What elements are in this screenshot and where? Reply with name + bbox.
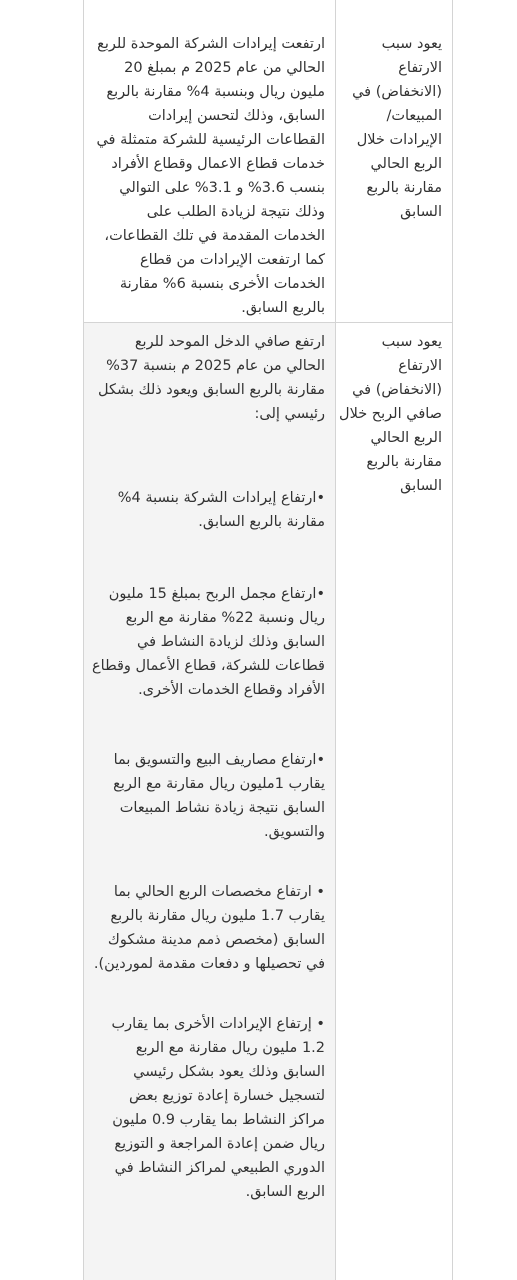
bullet-other-income: • إرتفاع الإيرادات الأخرى بما يقارب 1.2 مليون ريال مقارنة مع الربع السابق وذلك يعود بشكل رئيسي لتسجيل خسارة إعادة توزيع بعض مراكز النشاط بما يقارب 0.9 مليون ريال ضمن إعادة المراجعة و التوزيع الدوري الطبيعي لمراكز النشاط في الربع السابق. (111, 1016, 325, 1200)
revenue-change-label: يعود سبب الارتفاع (الانخفاض) في المبيعات/ الإيرادات خلال الربع الحالي مقارنة بالربع السابق (352, 36, 442, 220)
revenue-change-explanation (84, 32, 335, 320)
row-divider (83, 322, 453, 323)
net-profit-change-label: يعود سبب الارتفاع (الانخفاض) في صافي الربح خلال الربع الحالي مقارنة بالربع السابق (339, 334, 442, 494)
bullet-gross-profit: •ارتفاع مجمل الربح بمبلغ 15 مليون ريال ونسبة 22% مقارنة مع الربع السابق وذلك لزيادة النشاط في قطاعات للشركة، قطاع الأعمال وقطاع الأفراد وقطاع الخدمات الأخرى. (92, 586, 325, 698)
net-profit-intro: ارتفع صافي الدخل الموحد للربع الحالي من عام 2025 م بنسبة 37% مقارنة بالربع السابق ويعود ذلك بشكل رئيسي إلى: (98, 334, 325, 422)
net-profit-change-explanation (84, 330, 335, 1204)
bullet-provisions: • ارتفاع مخصصات الربع الحالي بما يقارب 1.7 مليون ريال مقارنة بالربع السابق (مخصص ذمم مدينة مشكوك في تحصيلها و دفعات مقدمة لموردين). (93, 884, 325, 972)
bullet-selling-expenses: •ارتفاع مصاريف البيع والتسويق بما يقارب 1مليون ريال مقارنة مع الربع السابق نتيجة زيادة نشاط المبيعات والتسويق. (113, 752, 325, 840)
table-border-right (452, 0, 453, 1280)
revenue-change-text: ارتفعت إيرادات الشركة الموحدة للربع الحالي من عام 2025 م بمبلغ 20 مليون ريال وبنسبة 4% مقارنة بالربع السابق، وذلك لتحسن إيرادات القطاعات الرئيسية للشركة متمثلة في خدمات قطاع الاعمال وقطاع الأفراد بنسب 3.6% و 3.1% على التوالي وذلك نتيجة لزيادة الطلب على الخدمات المقدمة في تلك القطاعات، كما ارتفعت الإيرادات من قطاع الخدمات الأخرى بنسبة 6% مقارنة بالربع السابق. (96, 36, 325, 316)
bullet-revenue-increase: •ارتفاع إيرادات الشركة بنسبة 4% مقارنة بالربع السابق. (117, 490, 325, 530)
